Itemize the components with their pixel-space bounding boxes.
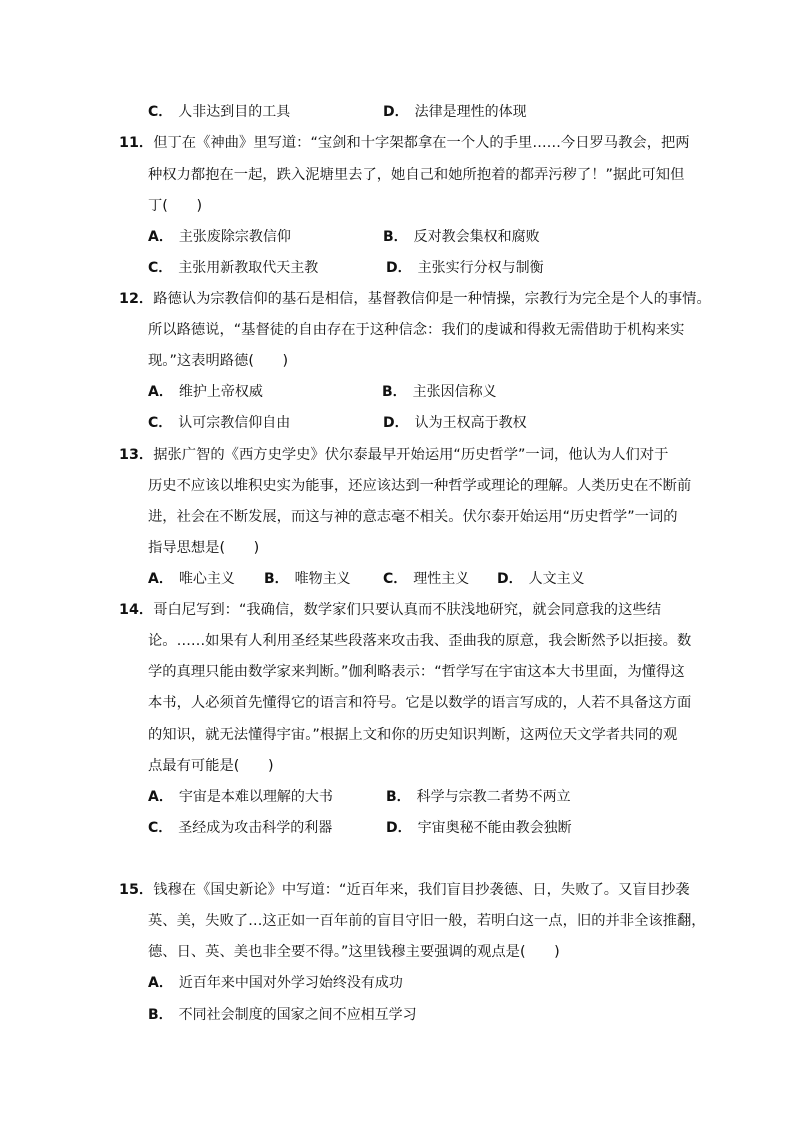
q13-option-a[interactable]: A． 唯心主义: [148, 571, 235, 587]
q14-stem-line-3: 学的真理只能由数学家来判断。”伽利略表示：“哲学写在宇宙这本大书里面，为懂得这: [148, 664, 685, 680]
q11-number: 11．: [119, 135, 154, 151]
q11-option-d[interactable]: D． 主张实行分权与制衡: [386, 260, 544, 276]
q12-option-c[interactable]: C． 认可宗教信仰自由: [148, 415, 291, 431]
q12-option-b[interactable]: B． 主张因信称义: [382, 384, 497, 400]
q12-number: 12．: [119, 291, 154, 307]
q13-option-d[interactable]: D． 人文主义: [497, 571, 585, 587]
q14-stem-line-6: 点最有可能是( ): [148, 758, 274, 774]
q10-option-d[interactable]: D． 法律是理性的体现: [383, 104, 527, 120]
q13-stem-line-3: 进，社会在不断发展，而这与神的意志毫不相关。伏尔泰开始运用“历史哲学”一词的: [148, 509, 678, 525]
q13-stem-line-1: 13．据张广智的《西方史学史》伏尔泰最早开始运用“历史哲学”一词，他认为人们对于: [119, 447, 669, 463]
q11-stem-line-3: 丁( ): [148, 198, 203, 214]
q12-option-a[interactable]: A． 维护上帝权威: [148, 384, 263, 400]
q15-stem-line-2: 英、美，失败了…这正如一百年前的盲目守旧一般，若明白这一点，旧的并非全该推翻，: [148, 913, 706, 929]
q14-stem-line-4: 本书，人必须首先懂得它的语言和符号。它是以数学的语言写成的，人若不具备这方面: [148, 695, 692, 711]
q12-option-d[interactable]: D． 认为王权高于教权: [383, 415, 527, 431]
q14-stem-line-1: 14．哥白尼写到：“我确信，数学家们只要认真而不肤浅地研究，就会同意我的这些结: [119, 602, 661, 618]
q13-stem-line-2: 历史不应该以堆积史实为能事，还应该达到一种哲学或理论的理解。人类历史在不断前: [148, 478, 692, 494]
q11-option-a[interactable]: A． 主张废除宗教信仰: [148, 229, 291, 245]
q14-number: 14．: [119, 602, 154, 618]
q14-stem-line-5: 的知识，就无法懂得宇宙。”根据上文和你的历史知识判断，这两位天文学者共同的观: [148, 727, 678, 743]
q11-option-b[interactable]: B． 反对教会集权和腐败: [383, 229, 540, 245]
q13-option-b[interactable]: B． 唯物主义: [264, 571, 351, 587]
q15-stem-line-3: 德、日、英、美也非全要不得。”这里钱穆主要强调的观点是( ): [148, 944, 560, 960]
q14-option-b[interactable]: B． 科学与宗教二者势不两立: [386, 789, 571, 805]
q14-option-c[interactable]: C． 圣经成为攻击科学的利器: [148, 820, 333, 836]
q14-option-a[interactable]: A． 宇宙是本难以理解的大书: [148, 789, 333, 805]
q13-stem-line-4: 指导思想是( ): [148, 540, 260, 556]
q12-stem-line-3: 现。”这表明路德( ): [148, 353, 289, 369]
q13-number: 13．: [119, 447, 154, 463]
q15-stem-line-1: 15．钱穆在《国史新论》中写道：“近百年来，我们盲目抄袭德、日，失败了。又盲目抄袭: [119, 882, 690, 898]
q13-option-c[interactable]: C． 理性主义: [383, 571, 470, 587]
q12-stem-line-2: 所以路德说，“基督徒的自由存在于这种信念：我们的虔诚和得救无需借助于机构来实: [148, 322, 685, 338]
q12-stem-line-1: 12．路德认为宗教信仰的基石是相信，基督教信仰是一种情操，宗教行为完全是个人的事情。: [119, 291, 711, 307]
q14-option-d[interactable]: D． 宇宙奥秘不能由教会独断: [386, 820, 572, 836]
q15-option-a[interactable]: A． 近百年来中国对外学习始终没有成功: [148, 975, 403, 991]
q11-option-c[interactable]: C． 主张用新教取代天主教: [148, 260, 319, 276]
q15-number: 15．: [119, 882, 154, 898]
q11-stem-line-2: 种权力都抱在一起，跌入泥塘里去了，她自己和她所抱着的都弄污秽了！”据此可知但: [148, 167, 685, 183]
q11-stem-line-1: 11．但丁在《神曲》里写道：“宝剑和十字架都拿在一个人的手里……今日罗马教会，把两: [119, 135, 690, 151]
q10-option-c[interactable]: C． 人非达到目的工具: [148, 104, 291, 120]
q14-stem-line-2: 论。……如果有人利用圣经某些段落来攻击我、歪曲我的原意，我会断然予以拒接。数: [148, 633, 692, 649]
q15-option-b[interactable]: B． 不同社会制度的国家之间不应相互学习: [148, 1007, 417, 1023]
